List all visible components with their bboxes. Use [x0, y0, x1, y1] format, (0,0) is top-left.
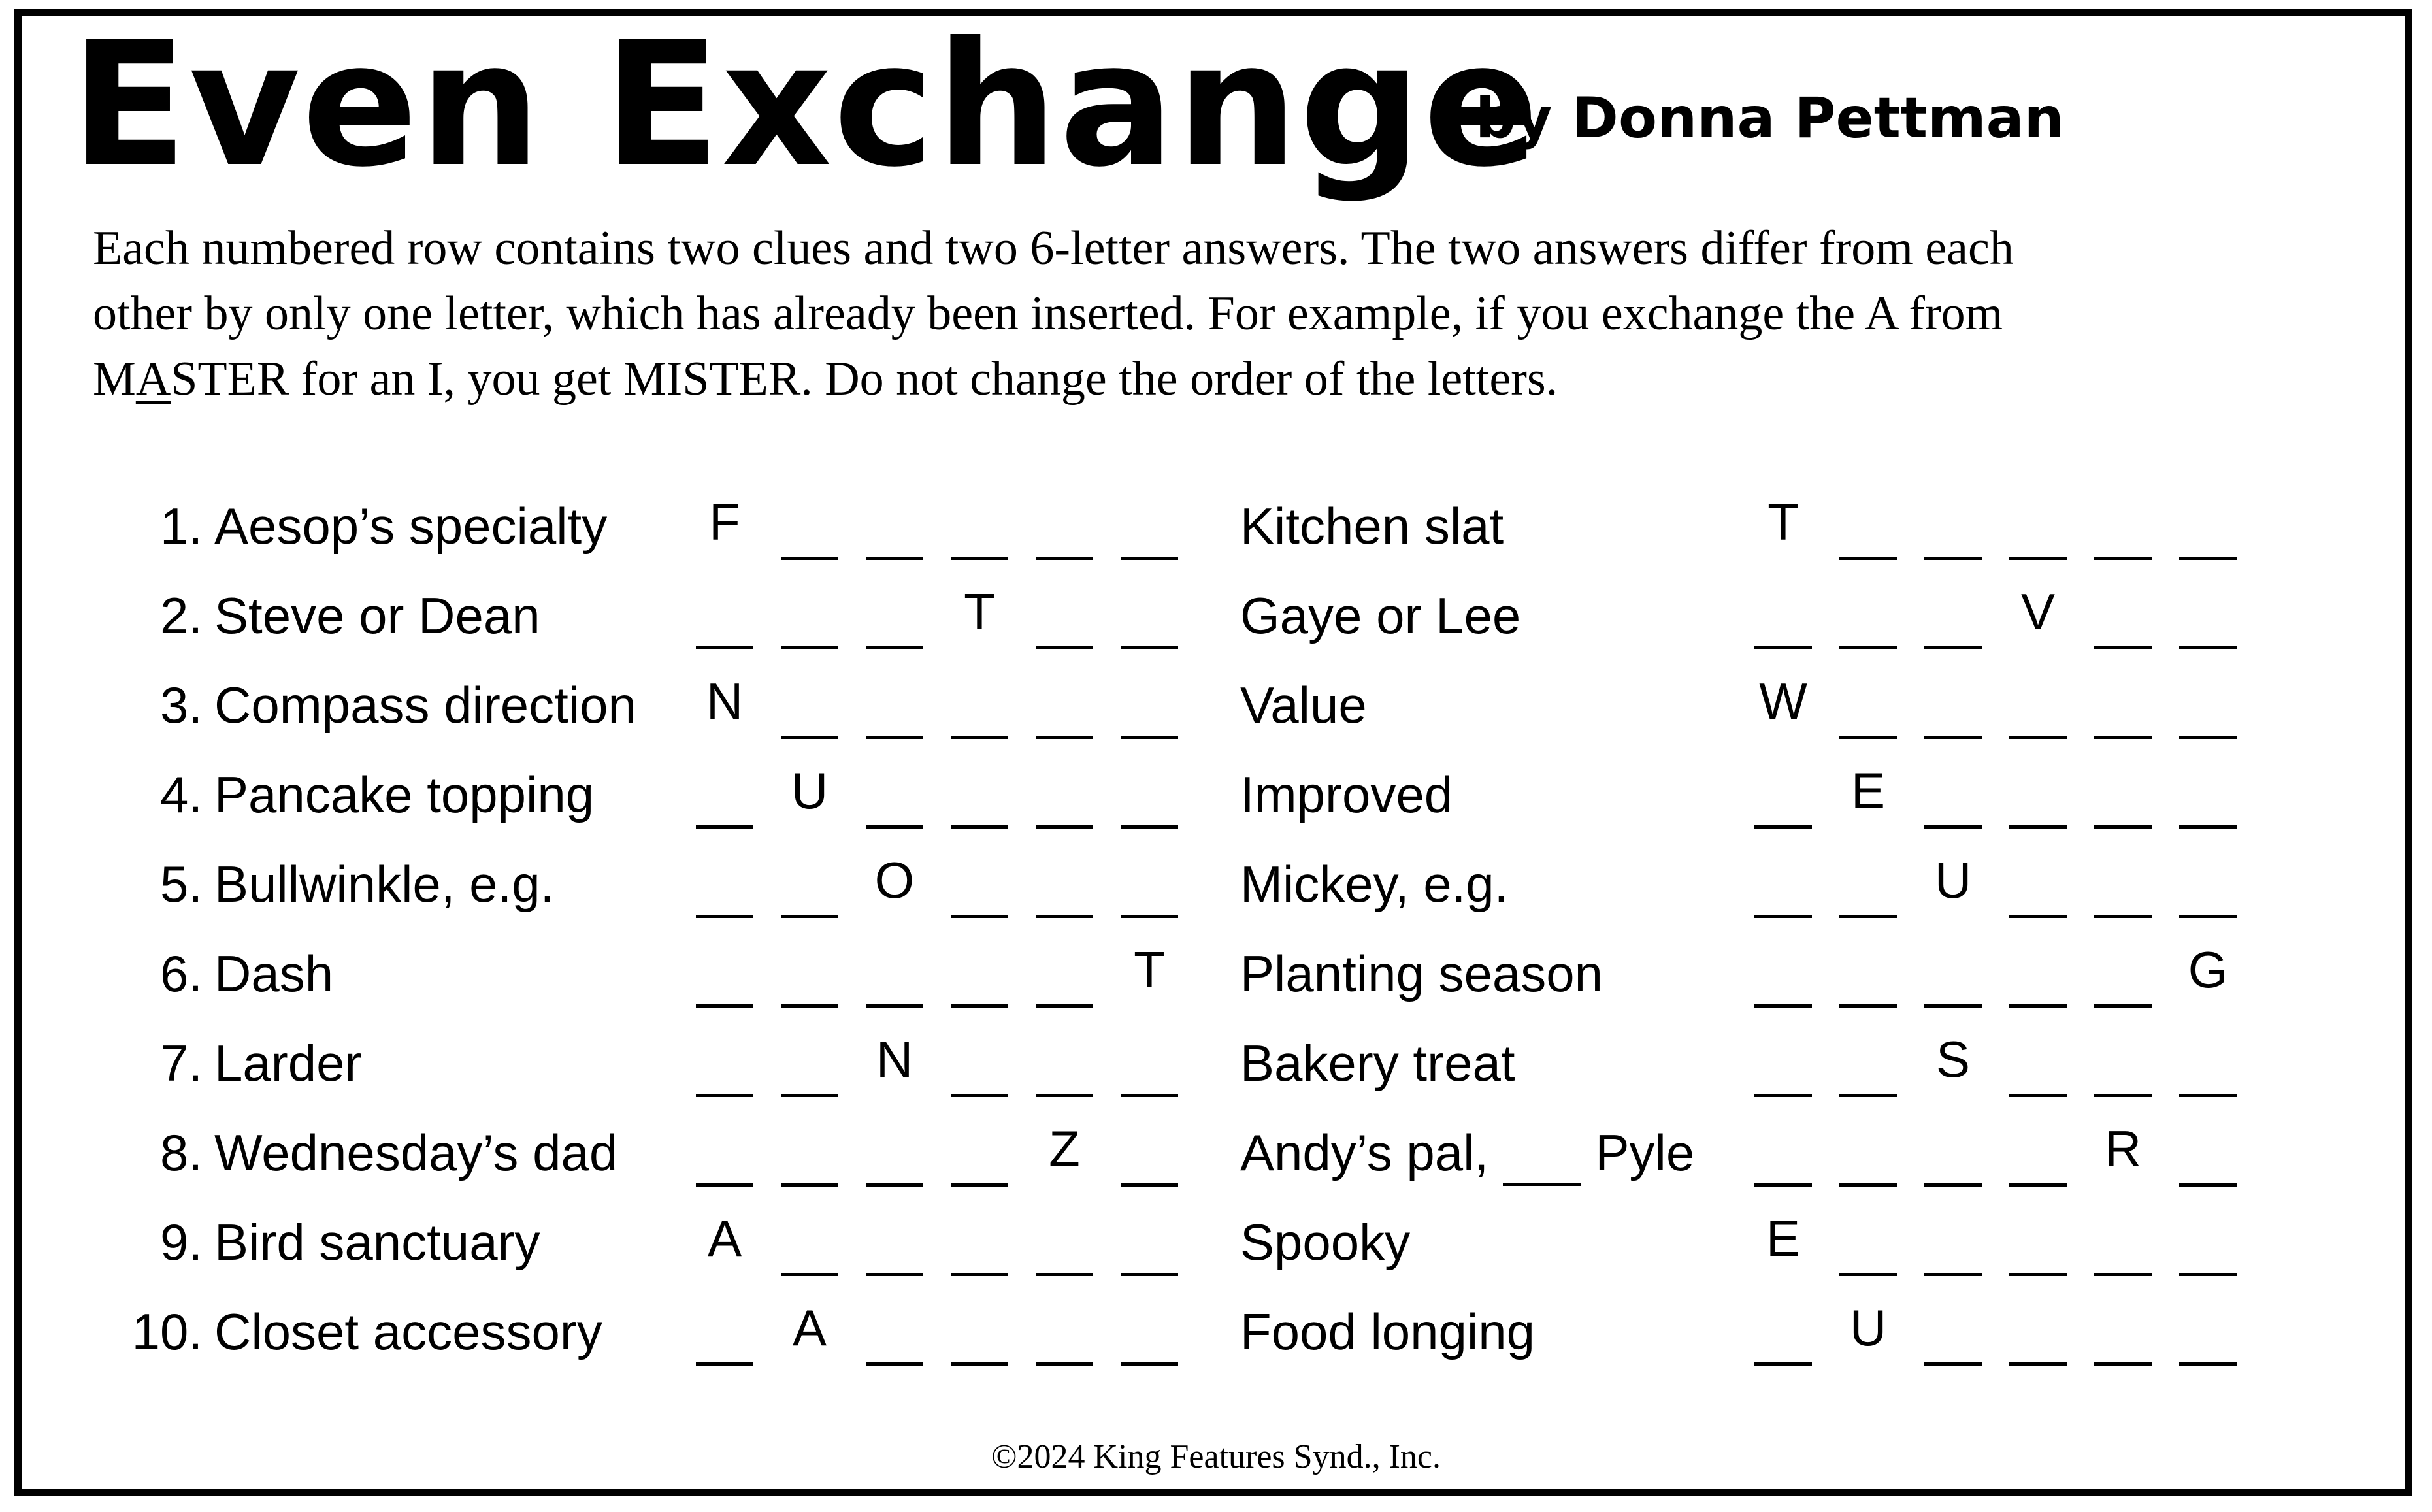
blank-line — [866, 1362, 923, 1366]
clue-row — [0, 842, 2432, 931]
blank-line — [951, 1094, 1008, 1097]
given-letter — [1924, 1021, 1982, 1110]
letter-blank — [2179, 663, 2237, 752]
letter-blank — [1036, 752, 1093, 842]
letter-blank — [1754, 931, 1812, 1021]
clue-rows — [0, 484, 2432, 1379]
blank-line — [1036, 557, 1093, 560]
blank-line — [2009, 557, 2067, 560]
blank-line — [2179, 1273, 2237, 1276]
letter-blank — [1121, 663, 1178, 752]
letter-blank — [1036, 573, 1093, 663]
blank-line — [2094, 736, 2152, 739]
letter-blank — [951, 1110, 1008, 1200]
letter-blank — [2094, 931, 2152, 1021]
row-number: 6. — [159, 945, 203, 1002]
letter-blank — [1839, 484, 1897, 573]
right-clue: Improved — [1240, 766, 1453, 823]
letter-blank — [1754, 1110, 1812, 1200]
letter-blank — [951, 1021, 1008, 1110]
blank-line — [2179, 736, 2237, 739]
given-letter-text: W — [1759, 672, 1807, 730]
blank-line — [1924, 825, 1982, 829]
blank-line — [696, 825, 753, 829]
letter-blank — [2009, 931, 2067, 1021]
instructions-line-3 — [93, 346, 2354, 412]
instructions-line-1: Each numbered row contains two clues and two 6-letter answers. The two answers differ from each — [93, 222, 2014, 275]
blank-line — [1839, 736, 1897, 739]
letter-blank — [1121, 1200, 1178, 1289]
blank-line — [696, 646, 753, 649]
letter-blank — [2179, 1110, 2237, 1200]
letter-blank — [781, 842, 838, 931]
letter-blank — [1754, 752, 1812, 842]
letter-blank — [2094, 573, 2152, 663]
letter-blank — [781, 1021, 838, 1110]
letter-blank — [696, 752, 753, 842]
letter-blank — [951, 752, 1008, 842]
letter-blank — [1839, 1200, 1897, 1289]
blank-line — [1924, 557, 1982, 560]
row-number: 10. — [131, 1303, 203, 1360]
blank-line — [866, 825, 923, 829]
letter-blank — [951, 931, 1008, 1021]
letter-blank — [696, 931, 753, 1021]
letter-blank — [1754, 1289, 1812, 1379]
blank-line — [781, 1094, 838, 1097]
right-clue: Spooky — [1240, 1213, 1411, 1271]
letter-blank — [866, 1289, 923, 1379]
blank-line — [1754, 915, 1812, 918]
given-letter — [696, 1200, 753, 1289]
letter-blank — [2179, 484, 2237, 573]
blank-line — [1121, 915, 1178, 918]
blank-line — [2009, 1273, 2067, 1276]
given-letter-text: U — [1934, 851, 1972, 909]
letter-blank — [1036, 931, 1093, 1021]
right-clue: Planting season — [1240, 945, 1603, 1002]
blank-line — [2179, 557, 2237, 560]
left-clue: Bullwinkle, e.g. — [214, 855, 555, 913]
letter-blank — [1036, 1289, 1093, 1379]
given-letter-text: G — [2188, 941, 2228, 998]
right-clue: Mickey, e.g. — [1240, 855, 1509, 913]
blank-line — [781, 1183, 838, 1187]
letter-blank — [1121, 752, 1178, 842]
instructions — [93, 216, 2354, 412]
letter-blank — [2094, 842, 2152, 931]
given-letter-text: V — [2020, 583, 2056, 640]
given-letter-text: S — [1935, 1030, 1971, 1088]
given-letter-text: U — [1849, 1299, 1887, 1356]
clue-row — [0, 573, 2432, 663]
copyright-notice: ©2024 King Features Synd., Inc. — [991, 1438, 1441, 1475]
blank-line — [1036, 915, 1093, 918]
left-clue: Dash — [214, 945, 334, 1002]
instructions-line-3-rest: STER for an I, you get MISTER. Do not change the order of the letters. — [171, 352, 1558, 406]
given-letter — [1839, 752, 1897, 842]
letter-blank — [2094, 1021, 2152, 1110]
blank-line — [1924, 736, 1982, 739]
letter-blank — [1924, 573, 1982, 663]
blank-line — [2094, 646, 2152, 649]
given-letter-text: T — [964, 583, 995, 640]
blank-line — [781, 915, 838, 918]
letter-blank — [951, 1200, 1008, 1289]
letter-blank — [2179, 1289, 2237, 1379]
letter-blank — [2094, 1200, 2152, 1289]
given-letter-text: E — [1766, 1209, 1801, 1267]
blank-line — [951, 1004, 1008, 1008]
blank-line — [1924, 646, 1982, 649]
letter-blank — [1121, 573, 1178, 663]
letter-blank — [1036, 484, 1093, 573]
right-clue — [1240, 1123, 1694, 1186]
clue-row — [0, 752, 2432, 842]
row-number: 8. — [159, 1124, 203, 1181]
blank-line — [866, 1183, 923, 1187]
given-letter — [1754, 663, 1812, 752]
letter-blank — [2094, 663, 2152, 752]
blank-line — [1121, 646, 1178, 649]
letter-blank — [781, 573, 838, 663]
left-clue: Aesop’s specialty — [214, 497, 608, 555]
given-letter — [1754, 484, 1812, 573]
letter-blank — [2009, 842, 2067, 931]
blank-line — [866, 646, 923, 649]
left-clue: Steve or Dean — [214, 587, 540, 644]
given-letter — [1839, 1289, 1897, 1379]
blank-line — [2179, 646, 2237, 649]
letter-blank — [2009, 752, 2067, 842]
blank-line — [1754, 1094, 1812, 1097]
blank-line — [2094, 915, 2152, 918]
blank-line — [866, 557, 923, 560]
left-clue: Compass direction — [214, 676, 636, 734]
blank-line — [2009, 1004, 2067, 1008]
letter-blank — [1036, 842, 1093, 931]
row-number: 4. — [159, 766, 203, 823]
blank-line — [2009, 825, 2067, 829]
letter-blank — [2009, 1200, 2067, 1289]
right-clue: Bakery treat — [1240, 1034, 1515, 1092]
blank-line — [1839, 1183, 1897, 1187]
letter-blank — [866, 484, 923, 573]
blank-line — [1121, 736, 1178, 739]
blank-line — [1754, 1183, 1812, 1187]
given-letter — [1036, 1110, 1093, 1200]
right-clue-start: Andy’s pal, — [1240, 1124, 1503, 1181]
blank-line — [1839, 1004, 1897, 1008]
blank-line — [1121, 1183, 1178, 1187]
letter-blank — [1924, 1110, 1982, 1200]
letter-blank — [1924, 1289, 1982, 1379]
blank-line — [2094, 1004, 2152, 1008]
blank-line — [1839, 1273, 1897, 1276]
letter-blank — [951, 842, 1008, 931]
clue-row — [0, 1289, 2432, 1379]
letter-blank — [866, 752, 923, 842]
clue-row — [0, 931, 2432, 1021]
given-letter — [866, 1021, 923, 1110]
example-word-start: M — [93, 352, 136, 406]
letter-blank — [1121, 842, 1178, 931]
letter-blank — [1121, 1289, 1178, 1379]
blank-line — [781, 1273, 838, 1276]
given-letter-text: F — [709, 493, 740, 551]
blank-line — [1754, 1362, 1812, 1366]
given-letter — [1121, 931, 1178, 1021]
right-clue: Food longing — [1240, 1303, 1536, 1360]
blank-line — [2094, 1362, 2152, 1366]
given-letter-text: R — [2104, 1120, 2142, 1177]
blank-line — [951, 1273, 1008, 1276]
given-letter — [696, 663, 753, 752]
blank-line — [866, 736, 923, 739]
blank-line — [1754, 825, 1812, 829]
letter-blank — [1839, 1110, 1897, 1200]
blank-line — [1924, 1004, 1982, 1008]
blank-line — [696, 1094, 753, 1097]
blank-line — [2009, 1183, 2067, 1187]
blank-line — [1036, 1273, 1093, 1276]
letter-blank — [1839, 931, 1897, 1021]
letter-blank — [1924, 484, 1982, 573]
blank-line — [866, 1273, 923, 1276]
instructions-line-2: other by only one letter, which has already been inserted. For example, if you exchange the A from — [93, 287, 2003, 340]
blank-line — [2009, 736, 2067, 739]
row-number: 5. — [159, 855, 203, 913]
given-letter — [696, 484, 753, 573]
given-letter-text: Z — [1049, 1120, 1080, 1177]
blank-line — [866, 1004, 923, 1008]
blank-line — [951, 825, 1008, 829]
left-clue: Closet accessory — [214, 1303, 602, 1360]
blank-line — [781, 1004, 838, 1008]
letter-blank — [866, 573, 923, 663]
given-letter-text: T — [1767, 493, 1799, 551]
letter-blank — [1121, 1110, 1178, 1200]
letter-blank — [1924, 663, 1982, 752]
blank-line — [696, 1004, 753, 1008]
letter-blank — [2179, 1021, 2237, 1110]
letter-blank — [2094, 1289, 2152, 1379]
letter-blank — [1036, 663, 1093, 752]
blank-line — [2094, 825, 2152, 829]
blank-line — [1924, 1183, 1982, 1187]
letter-blank — [1839, 842, 1897, 931]
clue-row — [0, 1200, 2432, 1289]
blank-line — [1839, 915, 1897, 918]
letter-blank — [1924, 752, 1982, 842]
right-clue: Gaye or Lee — [1240, 587, 1521, 644]
blank-line — [2179, 1094, 2237, 1097]
blank-line — [1036, 1094, 1093, 1097]
letter-blank — [696, 1289, 753, 1379]
letter-blank — [2179, 752, 2237, 842]
row-number: 3. — [159, 676, 203, 734]
given-letter-text: E — [1850, 762, 1886, 819]
given-letter — [866, 842, 923, 931]
clue-row — [0, 484, 2432, 573]
given-letter-text: N — [876, 1030, 913, 1088]
letter-blank — [2009, 1289, 2067, 1379]
letter-blank — [2009, 1110, 2067, 1200]
clue-row — [0, 1021, 2432, 1110]
blank-line — [951, 915, 1008, 918]
letter-blank — [866, 663, 923, 752]
blank-line — [2179, 1183, 2237, 1187]
blank-line — [951, 1362, 1008, 1366]
blank-line — [1121, 825, 1178, 829]
given-letter-text: A — [707, 1209, 742, 1267]
given-letter — [2009, 573, 2067, 663]
letter-blank — [951, 484, 1008, 573]
letter-blank — [1121, 1021, 1178, 1110]
letter-blank — [951, 663, 1008, 752]
letter-blank — [1121, 484, 1178, 573]
blank-line — [1121, 1362, 1178, 1366]
letter-blank — [2009, 1021, 2067, 1110]
right-clue: Value — [1240, 676, 1367, 734]
letter-blank — [1839, 573, 1897, 663]
blank-line — [2009, 1094, 2067, 1097]
letter-blank — [1839, 663, 1897, 752]
clue-blank — [1503, 1123, 1581, 1186]
blank-line — [1754, 646, 1812, 649]
letter-blank — [2094, 752, 2152, 842]
given-letter-text: A — [792, 1299, 827, 1356]
given-letter — [781, 752, 838, 842]
letter-blank — [781, 931, 838, 1021]
letter-blank — [2179, 842, 2237, 931]
left-clue: Larder — [214, 1034, 362, 1092]
blank-line — [1036, 1004, 1093, 1008]
left-clue: Pancake topping — [214, 766, 595, 823]
letter-blank — [696, 1021, 753, 1110]
blank-line — [1839, 1094, 1897, 1097]
given-letter-text: U — [791, 762, 829, 819]
letter-blank — [1036, 1200, 1093, 1289]
letter-blank — [781, 484, 838, 573]
row-number: 1. — [159, 497, 203, 555]
blank-line — [1924, 1362, 1982, 1366]
letter-blank — [781, 1200, 838, 1289]
left-clue: Wednesday’s dad — [214, 1124, 618, 1181]
left-clue: Bird sanctuary — [214, 1213, 540, 1271]
given-letter-text: T — [1134, 941, 1165, 998]
letter-blank — [866, 931, 923, 1021]
blank-line — [1121, 1094, 1178, 1097]
letter-blank — [1754, 842, 1812, 931]
blank-line — [1121, 557, 1178, 560]
puzzle-byline: by Donna Pettman — [1475, 86, 2064, 151]
blank-line — [781, 736, 838, 739]
row-number: 7. — [159, 1034, 203, 1092]
letter-blank — [2179, 573, 2237, 663]
letter-blank — [1036, 1021, 1093, 1110]
letter-blank — [1754, 1021, 1812, 1110]
example-underlined-letter: A — [135, 352, 171, 406]
letter-blank — [781, 663, 838, 752]
letter-blank — [1924, 1200, 1982, 1289]
letter-blank — [2009, 663, 2067, 752]
blank-line — [1754, 1004, 1812, 1008]
given-letter — [951, 573, 1008, 663]
blank-line — [696, 915, 753, 918]
blank-line — [2179, 1362, 2237, 1366]
puzzle-title: Even Exchange — [71, 5, 1541, 205]
blank-line — [2179, 825, 2237, 829]
given-letter — [2094, 1110, 2152, 1200]
letter-blank — [2094, 484, 2152, 573]
letter-blank — [696, 1110, 753, 1200]
given-letter — [2179, 931, 2237, 1021]
given-letter-text: N — [706, 672, 744, 730]
letter-blank — [2179, 1200, 2237, 1289]
right-clue-end: Pyle — [1581, 1124, 1695, 1181]
letter-blank — [866, 1200, 923, 1289]
blank-line — [2094, 1273, 2152, 1276]
blank-line — [2094, 1094, 2152, 1097]
letter-blank — [696, 842, 753, 931]
blank-line — [1121, 1273, 1178, 1276]
blank-line — [1036, 1362, 1093, 1366]
given-letter — [781, 1289, 838, 1379]
letter-blank — [1924, 931, 1982, 1021]
letter-blank — [2009, 484, 2067, 573]
blank-line — [951, 1183, 1008, 1187]
row-number: 9. — [159, 1213, 203, 1271]
blank-line — [1036, 736, 1093, 739]
blank-line — [1924, 1273, 1982, 1276]
letter-blank — [866, 1110, 923, 1200]
blank-line — [1839, 646, 1897, 649]
blank-line — [2179, 915, 2237, 918]
blank-line — [951, 736, 1008, 739]
row-number: 2. — [159, 587, 203, 644]
blank-line — [1839, 557, 1897, 560]
letter-blank — [696, 573, 753, 663]
letter-blank — [1839, 1021, 1897, 1110]
clue-row — [0, 663, 2432, 752]
blank-line — [2009, 915, 2067, 918]
blank-line — [781, 646, 838, 649]
given-letter — [1754, 1200, 1812, 1289]
blank-line — [2094, 557, 2152, 560]
blank-line — [781, 557, 838, 560]
blank-line — [951, 557, 1008, 560]
blank-line — [696, 1362, 753, 1366]
clue-row — [0, 1110, 2432, 1200]
given-letter-text: O — [874, 851, 915, 909]
right-clue: Kitchen slat — [1240, 497, 1504, 555]
letter-blank — [1754, 573, 1812, 663]
blank-line — [1036, 825, 1093, 829]
blank-line — [696, 1183, 753, 1187]
blank-line — [1036, 646, 1093, 649]
blank-line — [2009, 1362, 2067, 1366]
letter-blank — [951, 1289, 1008, 1379]
given-letter — [1924, 842, 1982, 931]
letter-blank — [781, 1110, 838, 1200]
